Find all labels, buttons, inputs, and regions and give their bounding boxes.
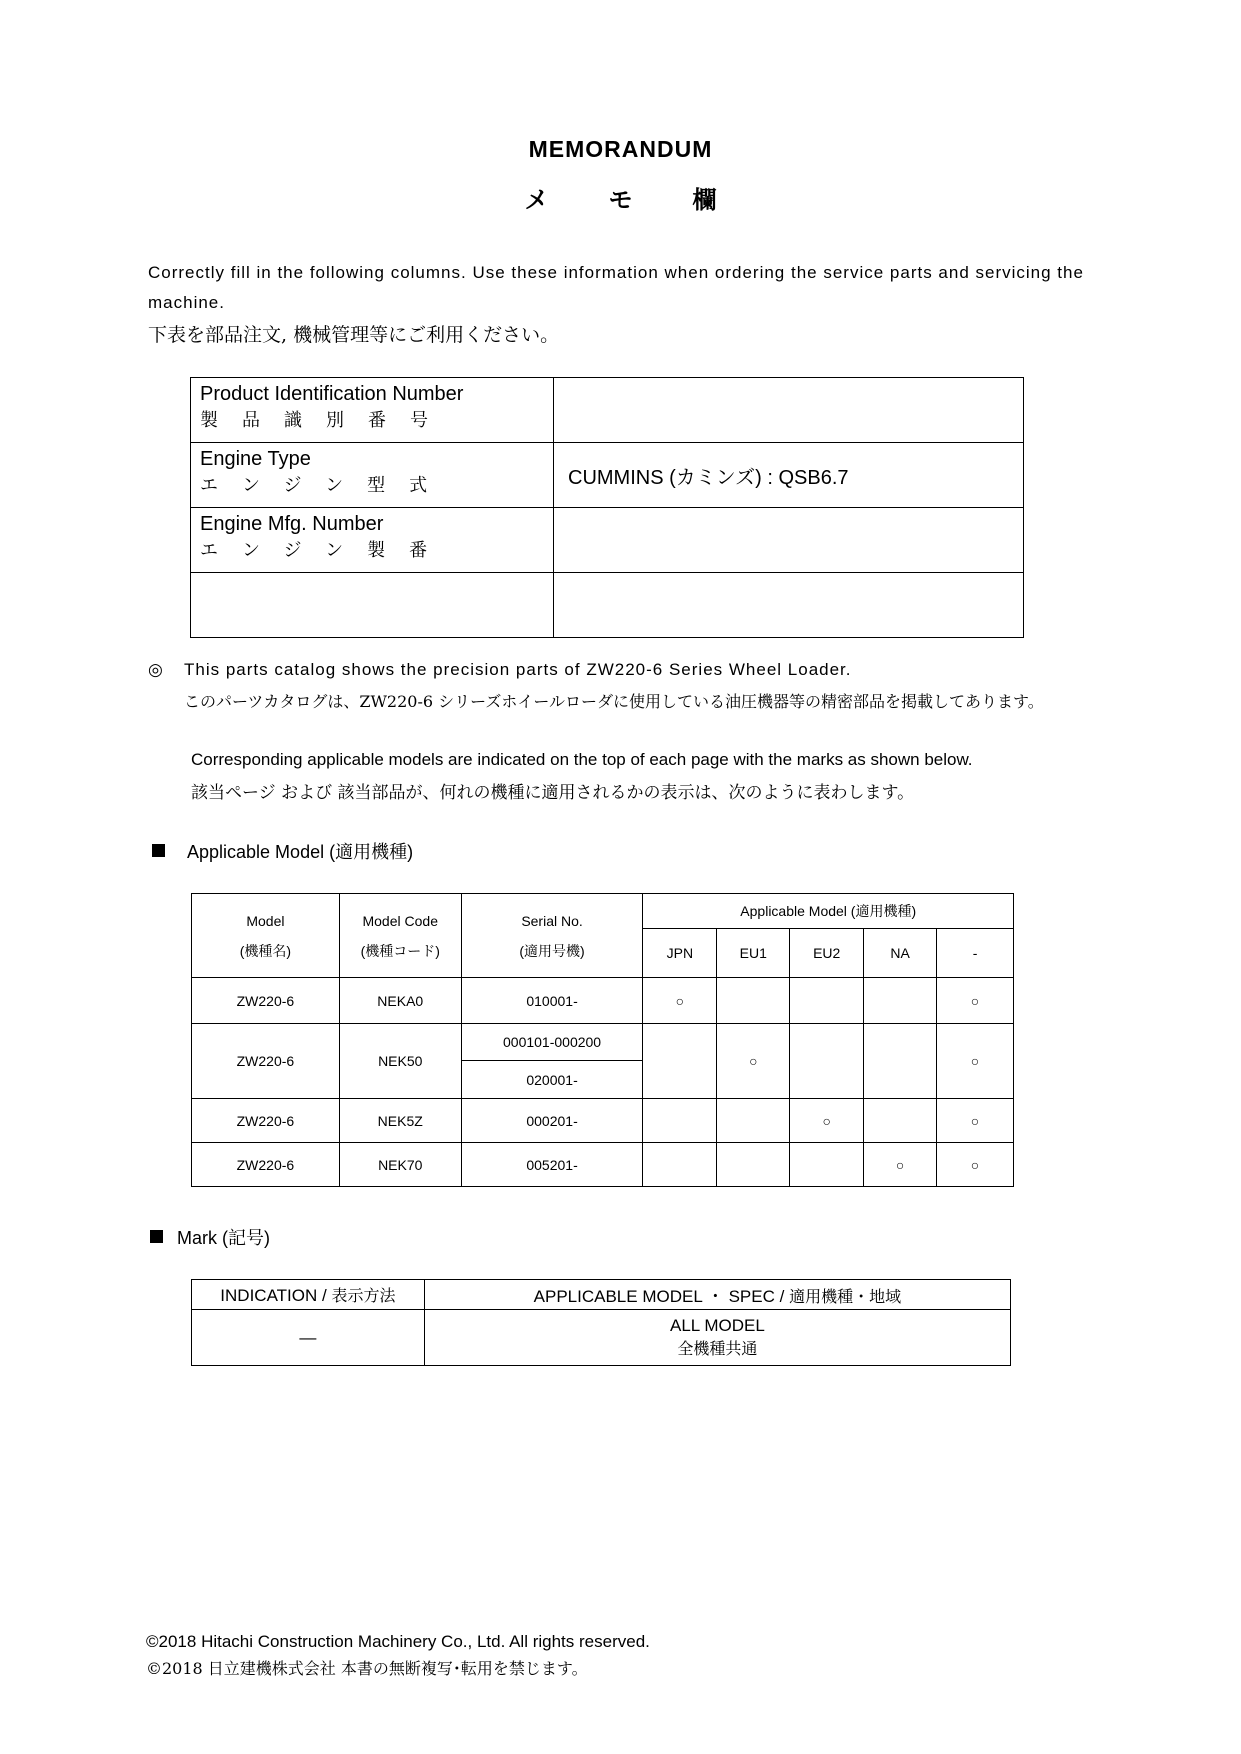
table-row xyxy=(191,573,1024,638)
model-cell: ZW220-6 xyxy=(192,978,340,1024)
double-circle-icon: ◎ xyxy=(148,660,164,679)
mark-cell xyxy=(717,1143,790,1187)
header-label: INDICATION / xyxy=(220,1286,327,1305)
table-row xyxy=(192,1099,1014,1143)
marks-note: Corresponding applicable models are indicated on the top of each page with the marks as shown below. xyxy=(191,750,973,769)
mark-table xyxy=(191,1279,1011,1366)
header-region: NA xyxy=(864,929,937,978)
header-applicable: Applicable Model (適用機種) xyxy=(643,894,1014,929)
model-code-cell: NEKA0 xyxy=(339,978,461,1024)
catalog-note xyxy=(148,660,852,680)
model-cell: ZW220-6 xyxy=(192,1143,340,1187)
catalog-note-jp: このパーツカタログは、ZW220-6 シリーズホイールローダに使用している油圧機器等の精密部品を掲載してあります。 xyxy=(184,692,1044,711)
model-code-cell: NEK70 xyxy=(339,1143,461,1187)
mark-cell: ○ xyxy=(717,1024,790,1099)
serial-cell: 020001- xyxy=(461,1061,643,1099)
serial-cell: 000101-000200 xyxy=(461,1024,643,1061)
header-model-code xyxy=(339,894,461,978)
header-applicable-spec xyxy=(424,1280,1010,1310)
serial-cell: 005201- xyxy=(461,1143,643,1187)
model-code-cell: NEK50 xyxy=(339,1024,461,1099)
header-region: EU1 xyxy=(717,929,790,978)
header-label-jp: 適用機種・地域 xyxy=(789,1287,902,1306)
square-bullet-icon xyxy=(152,844,165,857)
title-jp-char: メ xyxy=(524,186,549,214)
header-row xyxy=(192,894,1014,929)
header-label-jp: (適用号機) xyxy=(519,942,585,959)
table-row xyxy=(191,443,1024,508)
mark-cell xyxy=(643,1099,717,1143)
section-heading xyxy=(150,1224,270,1250)
header-region: - xyxy=(937,929,1014,978)
mark-cell: ○ xyxy=(790,1099,864,1143)
mark-cell: ○ xyxy=(937,1024,1014,1099)
id-label-cell xyxy=(191,443,554,508)
header-region: EU2 xyxy=(790,929,864,978)
id-value[interactable] xyxy=(554,508,1024,573)
id-label-cell xyxy=(191,573,554,638)
id-label: Engine Mfg. Number xyxy=(200,513,384,535)
all-model-cell xyxy=(424,1310,1010,1366)
copyright-jp: ©2018 日立建機株式会社 本書の無断複写･転用を禁じます。 xyxy=(146,1659,588,1678)
mark-cell: ○ xyxy=(937,978,1014,1024)
mark-cell xyxy=(790,978,864,1024)
copyright: ©2018 Hitachi Construction Machinery Co., Ltd. All rights reserved. xyxy=(146,1632,650,1651)
title-jp-char: 欄 xyxy=(692,186,717,214)
mark-cell xyxy=(643,1024,717,1099)
id-value[interactable] xyxy=(554,573,1024,638)
id-label-jp: 製品識別番号 xyxy=(200,410,452,431)
model-cell: ZW220-6 xyxy=(192,1024,340,1099)
mark-cell xyxy=(864,978,937,1024)
applicable-model-table xyxy=(191,893,1014,1187)
header-serial xyxy=(461,894,643,978)
header-label: Model xyxy=(246,912,285,929)
mark-cell xyxy=(643,1143,717,1187)
all-model-label: ALL MODEL xyxy=(669,1316,765,1335)
header-model xyxy=(192,894,340,978)
marks-note-jp: 該当ページ および 該当部品が、何れの機種に適用されるかの表示は、次のように表わします。 xyxy=(191,783,915,803)
table-row xyxy=(192,978,1014,1024)
intro-text: Correctly fill in the following columns. Use these information when ordering the service parts and servicing the machine. xyxy=(148,263,1084,312)
header-label-jp: (機種名) xyxy=(239,942,292,959)
table-row xyxy=(192,1024,1014,1061)
header-label: Serial No. xyxy=(521,912,583,929)
id-label: Product Identification Number xyxy=(200,383,464,405)
identification-table xyxy=(190,377,1024,638)
header-indication xyxy=(192,1280,425,1310)
id-label-jp: エンジン型式 xyxy=(200,475,452,496)
table-row xyxy=(191,378,1024,443)
model-cell: ZW220-6 xyxy=(192,1099,340,1143)
section-heading xyxy=(152,838,413,864)
header-label: Model Code xyxy=(362,912,438,929)
intro-text-jp: 下表を部品注文, 機械管理等にご利用ください。 xyxy=(148,324,560,346)
mark-cell xyxy=(864,1024,937,1099)
id-label: Engine Type xyxy=(200,448,311,470)
header-label-jp: 表示方法 xyxy=(331,1286,396,1305)
table-row xyxy=(192,1143,1014,1187)
serial-cell: 010001- xyxy=(461,978,643,1024)
engine-type-value[interactable]: CUMMINS (カミンズ) : QSB6.7 xyxy=(554,443,1024,508)
all-model-label-jp: 全機種共通 xyxy=(677,1339,758,1358)
title-jp-char: モ xyxy=(608,186,633,214)
table-row xyxy=(191,508,1024,573)
table-row xyxy=(192,1310,1011,1366)
mark-cell: ○ xyxy=(643,978,717,1024)
page-title-jp xyxy=(0,180,1241,215)
mark-cell xyxy=(790,1143,864,1187)
mark-cell: ○ xyxy=(937,1099,1014,1143)
indication-cell: — xyxy=(192,1310,425,1366)
section-heading-text: Applicable Model (適用機種) xyxy=(187,842,414,862)
square-bullet-icon xyxy=(150,1230,163,1243)
serial-cell: 000201- xyxy=(461,1099,643,1143)
header-label-jp: (機種コード) xyxy=(360,942,440,959)
header-region: JPN xyxy=(643,929,717,978)
header-row xyxy=(192,1280,1011,1310)
id-label-jp: エンジン製番 xyxy=(200,540,452,561)
mark-cell xyxy=(790,1024,864,1099)
mark-cell: ○ xyxy=(864,1143,937,1187)
catalog-note-text: This parts catalog shows the precision parts of ZW220-6 Series Wheel Loader. xyxy=(184,660,852,679)
page-title: MEMORANDUM xyxy=(528,136,713,162)
id-label-cell xyxy=(191,378,554,443)
header-label: APPLICABLE MODEL ・ SPEC / xyxy=(533,1287,785,1306)
id-label-cell xyxy=(191,508,554,573)
id-value[interactable] xyxy=(554,378,1024,443)
section-heading-text: Mark (記号) xyxy=(177,1228,270,1248)
mark-cell xyxy=(717,1099,790,1143)
mark-cell xyxy=(864,1099,937,1143)
model-code-cell: NEK5Z xyxy=(339,1099,461,1143)
mark-cell: ○ xyxy=(937,1143,1014,1187)
mark-cell xyxy=(717,978,790,1024)
